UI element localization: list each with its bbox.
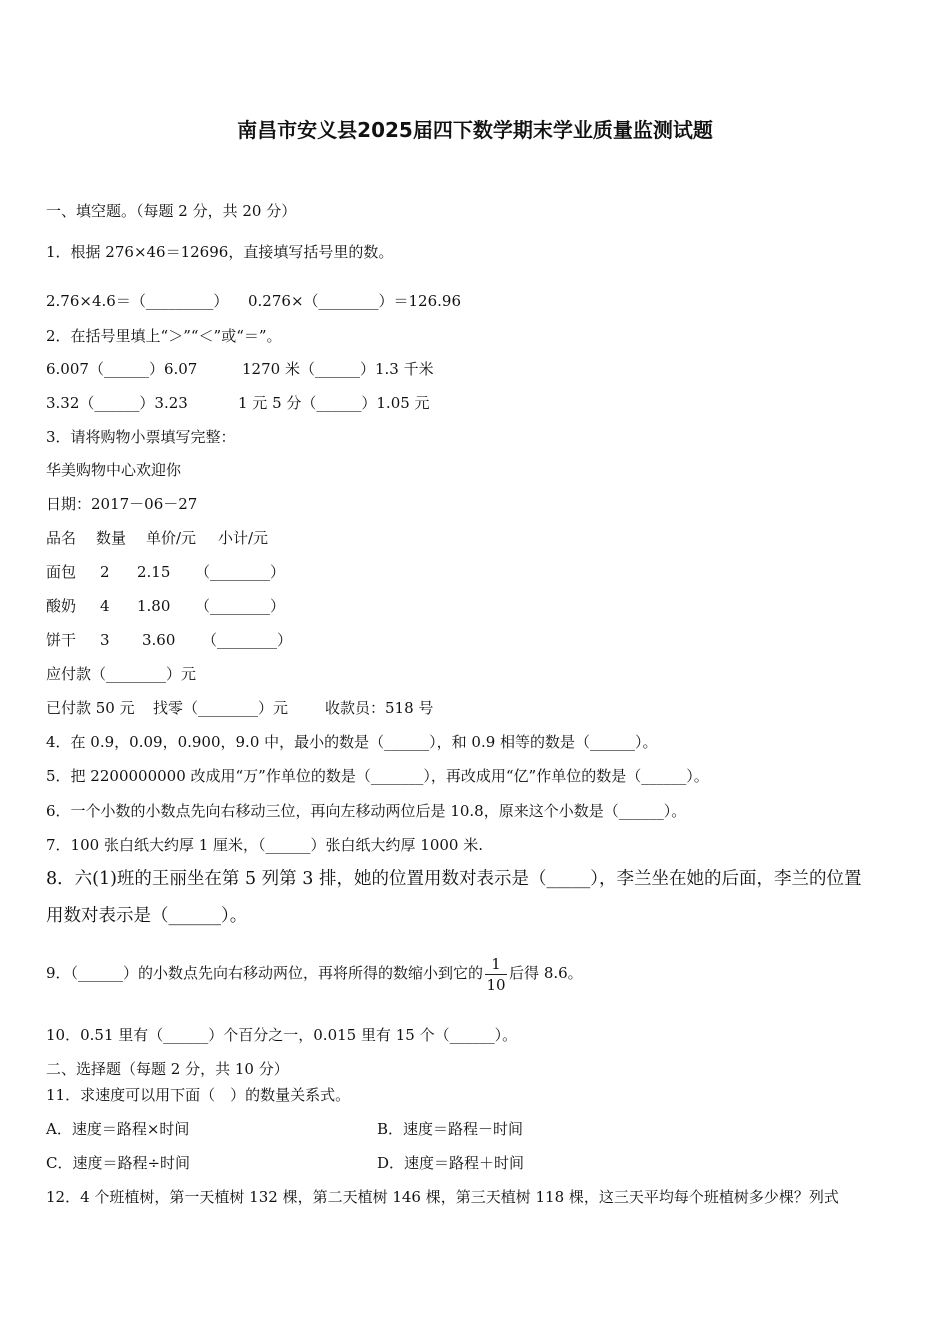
- option-d: D．速度＝路程＋时间: [377, 1154, 525, 1172]
- receipt-row: [46, 596, 285, 616]
- receipt-header-cell: 小计/元: [218, 529, 269, 547]
- section-fill-blank-heading: 一、填空题。（每题 2 分，共 20 分）: [46, 202, 297, 220]
- question-2-item: 6.007（______）6.07: [46, 360, 198, 378]
- question-11-options-row-1: [46, 1119, 523, 1139]
- fraction-numerator: 1: [491, 954, 501, 973]
- receipt-change: 找零（________）元: [153, 699, 289, 717]
- question-2-row-2: [46, 393, 430, 413]
- receipt-paid: 已付款 50 元: [46, 699, 135, 717]
- page-title: 南昌市安义县2025届四下数学期末学业质量监测试题: [237, 118, 713, 142]
- question-3: 3．请将购物小票填写完整：: [46, 428, 236, 446]
- question-9-tail: 后得 8.6。: [509, 964, 583, 982]
- receipt-date: 日期：2017－06－27: [46, 495, 198, 513]
- receipt-cell: 3.60: [142, 631, 176, 649]
- receipt-row: [46, 562, 285, 582]
- question-1: 1．根据 276×46＝12696，直接填写括号里的数。: [46, 243, 394, 261]
- question-8-line-2: 用数对表示是（______）。: [46, 906, 248, 926]
- section-choice-heading: 二、选择题（每题 2 分，共 10 分）: [46, 1060, 289, 1078]
- receipt-cell: 2.15: [137, 563, 171, 581]
- question-2-item: 1 元 5 分（______）1.05 元: [238, 394, 430, 412]
- receipt-header-cell: 数量: [96, 529, 127, 547]
- option-c: C．速度＝路程÷时间: [46, 1154, 191, 1172]
- receipt-cell: 面包: [46, 563, 77, 581]
- receipt-cell: 饼干: [46, 631, 77, 649]
- fraction-one-tenth: [485, 955, 507, 994]
- receipt-payment: [46, 698, 433, 718]
- receipt-cell: （________）: [195, 563, 286, 581]
- receipt-header: [46, 528, 268, 548]
- question-11: 11．求速度可以用下面（ ）的数量关系式。: [46, 1086, 351, 1104]
- question-10: 10．0.51 里有（______）个百分之一，0.015 里有 15 个（______）。: [46, 1026, 518, 1044]
- question-1-part-a: 2.76×4.6＝（_________）: [46, 292, 229, 310]
- fraction-bar: [485, 974, 507, 975]
- question-2-row-1: [46, 359, 434, 379]
- receipt-amount-due: 应付款（________）元: [46, 665, 197, 683]
- receipt-cell: 酸奶: [46, 597, 77, 615]
- question-5: 5．把 2200000000 改成用“万”作单位的数是（_______），再改成用“亿”作单位的数是（______）。: [46, 767, 709, 785]
- option-b: B．速度＝路程－时间: [377, 1120, 524, 1138]
- receipt-cell: （________）: [202, 631, 293, 649]
- question-12: 12．4 个班植树，第一天植树 132 棵，第二天植树 146 棵，第三天植树 118 棵，这三天平均每个班植树多少棵？列式: [46, 1188, 839, 1206]
- question-8-line-1: 8．六(1)班的王丽坐在第 5 列第 3 排，她的位置用数对表示是（_____），李兰坐在她的后面，李兰的位置: [46, 869, 862, 889]
- option-a: A．速度＝路程×时间: [46, 1120, 190, 1138]
- receipt-cell: （________）: [195, 597, 286, 615]
- receipt-row: [46, 630, 292, 650]
- question-7: 7．100 张白纸大约厚 1 厘米，（______）张白纸大约厚 1000 米.: [46, 836, 484, 854]
- receipt-cashier: 收款员：518 号: [325, 699, 434, 717]
- question-6: 6．一个小数的小数点先向右移动三位，再向左移动两位后是 10.8，原来这个小数是（______）。: [46, 802, 687, 820]
- receipt-cell: 1.80: [137, 597, 171, 615]
- receipt-cell: 4: [100, 597, 110, 615]
- question-9: [46, 944, 583, 1002]
- fraction-denominator: 10: [486, 975, 506, 994]
- question-2-item: 3.32（______）3.23: [46, 394, 188, 412]
- question-4: 4．在 0.9，0.09，0.900，9.0 中，最小的数是（______），和 0.9 相等的数是（______）。: [46, 733, 658, 751]
- question-9-text: 9．（______）的小数点先向右移动两位，再将所得的数缩小到它的: [46, 964, 484, 982]
- question-2-item: 1270 米（______）1.3 千米: [242, 360, 434, 378]
- question-1-part-b: 0.276×（________）＝126.96: [248, 292, 461, 310]
- receipt-store-name: 华美购物中心欢迎你: [46, 461, 182, 479]
- question-2: 2．在括号里填上“＞”“＜”或“＝”。: [46, 327, 282, 345]
- receipt-cell: 2: [100, 563, 110, 581]
- receipt-header-cell: 单价/元: [146, 529, 197, 547]
- receipt-cell: 3: [100, 631, 110, 649]
- question-1-answers: [46, 291, 461, 311]
- question-11-options-row-2: [46, 1153, 524, 1173]
- receipt-header-cell: 品名: [46, 529, 77, 547]
